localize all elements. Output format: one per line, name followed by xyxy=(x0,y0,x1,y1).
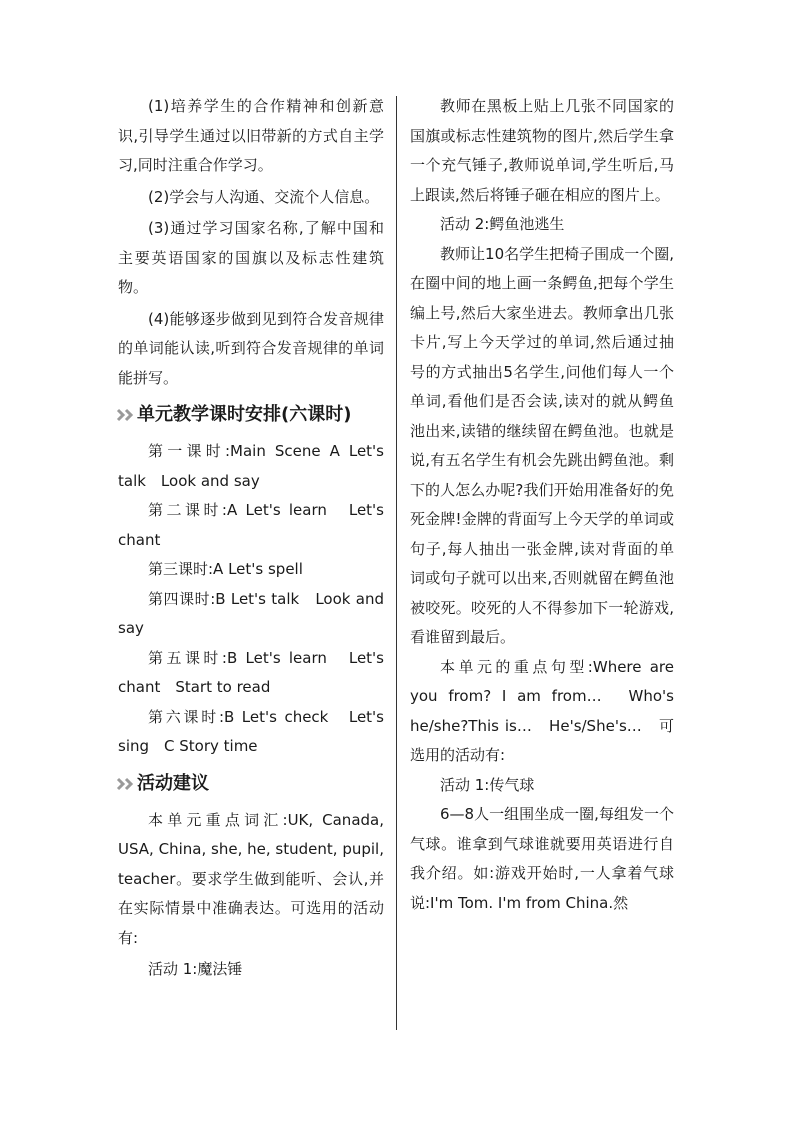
goal-4: (4)能够逐步做到见到符合发音规律的单词能认读,听到符合发音规律的单词能拼写。 xyxy=(118,309,384,387)
activity-2-title: 活动 2:鳄鱼池逃生 xyxy=(440,215,565,233)
lesson-4: 第四课时:B Let's talk Look and say xyxy=(118,589,384,637)
goal-1: (1)培养学生的合作精神和创新意识,引导学生通过以旧带新的方式自主学习,同时注重合作学习。 xyxy=(118,97,384,174)
schedule-heading xyxy=(116,395,384,435)
lesson-1: 第一课时:Main Scene A Let's talk Look and say xyxy=(118,442,384,490)
activity-3-description: 6—8人一组围坐成一圈,每组发一个气球。谁拿到气球谁就要用英语进行自我介绍。如:游戏开始时,一人拿着气球说:I'm Tom. I'm from China.然 xyxy=(410,805,674,912)
lesson-2: 第二课时:A Let's learn Let's chant xyxy=(118,501,384,549)
schedule-heading-text: 单元教学课时安排(六课时) xyxy=(137,404,352,426)
activity-3-title: 活动 1:传气球 xyxy=(440,775,535,794)
activity-heading xyxy=(116,764,384,804)
activity-1-title: 活动 1:魔法锤 xyxy=(148,960,243,978)
lesson-6: 第六课时:B Let's check Let's sing C Story time xyxy=(118,707,384,755)
vocab-paragraph: 本单元重点词汇:UK, Canada, USA, China, she, he, student, pupil, teacher。要求学生做到能听、会认,并在实际情景中准确表达。可选用的活动有: xyxy=(118,810,384,947)
column-divider xyxy=(396,96,397,1030)
sentence-paragraph: 本单元的重点句型:Where are you from? I am from… Who's he/she?This is… He's/She's… 可选用的活动有: xyxy=(410,657,674,764)
left-column xyxy=(118,92,384,985)
goal-2: (2)学会与人沟通、交流个人信息。 xyxy=(148,187,380,206)
lesson-5: 第五课时:B Let's learn Let's chant Start to read xyxy=(118,648,384,696)
double-chevron-icon xyxy=(116,776,136,792)
right-column xyxy=(410,92,674,918)
activity-2-description: 教师让10名学生把椅子围成一个圈,在圈中间的地上画一条鳄鱼,把每个学生编上号,然后大家坐进去。教师拿出几张卡片,写上今天学过的单词,然后通过抽号的方式抽出5名学生,问他们每人一个单词,看他们是否会读,读对的就从鳄鱼池出来,读错的继续留在鳄鱼池。也就是说,有五名学生有机会先跳出鳄鱼池。剩下的人怎么办呢?我们开始用准备好的免死金牌!金牌的背面写上今天学的单词或句子,每人抽出一张金牌,读对背面的单词或句子就可以出来,否则就留在鳄鱼池被咬死。咬死的人不得参加下一轮游戏,看谁留到最后。 xyxy=(410,244,674,646)
double-chevron-icon xyxy=(116,407,136,423)
goal-3: (3)通过学习国家名称,了解中国和主要英语国家的国旗以及标志性建筑物。 xyxy=(118,219,384,296)
lesson-3: 第三课时:A Let's spell xyxy=(148,560,303,578)
activity-1-description: 教师在黑板上贴上几张不同国家的国旗或标志性建筑物的图片,然后学生拿一个充气锤子,教师说单词,学生听后,马上跟读,然后将锤子砸在相应的图片上。 xyxy=(410,97,674,204)
activity-heading-text: 活动建议 xyxy=(137,772,209,794)
